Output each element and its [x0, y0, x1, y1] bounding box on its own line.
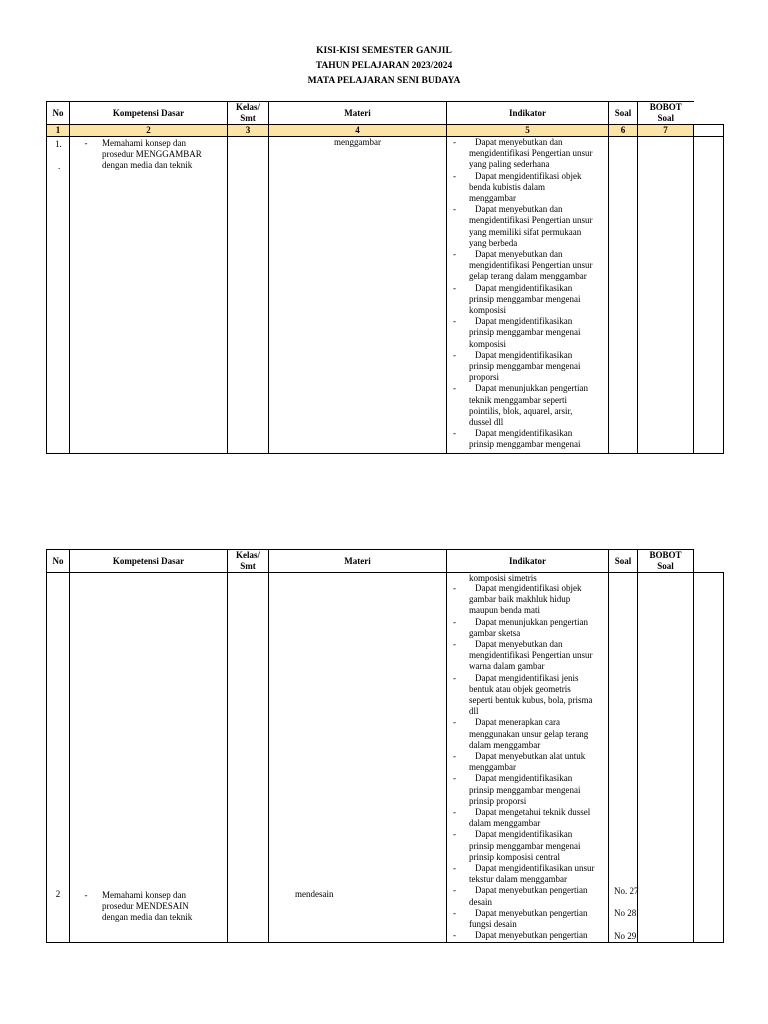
- indikator-line: dalam menggambar: [469, 818, 541, 829]
- indikator-line: yang berbeda: [469, 237, 518, 248]
- indikator-line: maupun benda mati: [469, 605, 540, 616]
- indikator-line: teknik menggambar seperti: [469, 394, 567, 405]
- indikator-line: Dapat mengidentifikasikan unsur: [475, 863, 595, 874]
- indikator-line: komposisi: [469, 338, 507, 349]
- indikator-text: [469, 204, 608, 249]
- indikator-item: [447, 428, 608, 450]
- indikator-text: [469, 773, 608, 807]
- bobot-cell: [638, 137, 694, 454]
- indikator-text: [469, 807, 608, 829]
- indikator-line: prinsip menggambar mengenai: [469, 293, 581, 304]
- indikator-item: [447, 137, 608, 171]
- indikator-item: [447, 283, 608, 317]
- indikator-text: [469, 908, 608, 930]
- indikator-item: [447, 807, 608, 829]
- indikator-line: Dapat menerapkan cara: [475, 717, 560, 728]
- col-no: No: [47, 102, 70, 125]
- indikator-line: yang memiliki sifat permukaan: [469, 226, 582, 237]
- indikator-line: mengidentifikasi Pengertian unsur: [469, 650, 593, 661]
- soal-cell: [609, 137, 638, 454]
- indikator-dash: -: [453, 349, 456, 360]
- indikator-dash: -: [453, 316, 456, 327]
- indikator-line: menggambar: [469, 762, 516, 773]
- col-bobot-soal-label: Soal: [657, 561, 674, 571]
- indikator-dash: -: [453, 249, 456, 260]
- indikator-item: [447, 717, 608, 751]
- table-header-row: [47, 550, 724, 573]
- col-kompetensi-dasar: Kompetensi Dasar: [70, 550, 228, 573]
- indikator-line: menggunakan unsur gelap terang: [469, 728, 589, 739]
- indikator-text: [469, 383, 608, 428]
- materi-text: menggambar: [334, 137, 381, 147]
- kompetensi-dasar-item: [70, 889, 227, 924]
- indikator-dash: -: [453, 428, 456, 439]
- indikator-line: Dapat menunjukkan pengertian: [475, 383, 588, 394]
- indikator-dash: -: [453, 807, 456, 818]
- bobot-cell: [638, 573, 694, 943]
- indikator-line: Dapat menyebutkan dan: [475, 137, 563, 147]
- indikator-item: [447, 617, 608, 639]
- kd-dash: -: [84, 890, 88, 900]
- kisi-table-page-2: [46, 549, 724, 943]
- indikator-item: [447, 930, 608, 941]
- indikator-dash: -: [453, 863, 456, 874]
- indikator-line: Dapat menyebutkan dan: [475, 204, 563, 215]
- indikator-line: desain: [469, 896, 492, 907]
- indikator-continuation: komposisi simetris: [469, 573, 537, 583]
- indikator-item: [447, 383, 608, 428]
- indikator-line: Dapat mengidentifikasikan: [475, 773, 573, 784]
- indikator-dash: -: [453, 383, 456, 394]
- indikator-item: [447, 249, 608, 283]
- indikator-line: dalam menggambar: [469, 739, 541, 750]
- col-no: No: [47, 550, 70, 573]
- indikator-line: Dapat mengidentifikasikan: [475, 829, 573, 840]
- page-2: [0, 540, 768, 960]
- col-smt-label: Smt: [240, 113, 256, 123]
- indikator-text: [469, 316, 608, 350]
- materi-text: mendesain: [295, 889, 334, 899]
- indikator-item: [447, 639, 608, 673]
- kd-line: dengan media dan teknik: [102, 912, 193, 923]
- kd-line: prosedur MENGGAMBAR: [102, 149, 202, 160]
- indikator-line: prinsip proporsi: [469, 795, 527, 806]
- indikator-dash: -: [453, 885, 456, 896]
- indikator-text: [469, 930, 608, 941]
- column-number: 6: [609, 125, 638, 137]
- indikator-item: [447, 204, 608, 249]
- indikator-dash: -: [453, 204, 456, 215]
- indikator-line: komposisi: [469, 305, 507, 316]
- indikator-line: Dapat mengidentifikasikan: [475, 428, 573, 439]
- col-soal: Soal: [609, 102, 638, 125]
- indikator-item: [447, 908, 608, 930]
- indikator-line: fungsi desain: [469, 919, 517, 930]
- indikator-line: tekstur dalam menggambar: [469, 874, 567, 885]
- col-smt-label: Smt: [240, 561, 256, 571]
- blank-cell: [694, 573, 724, 943]
- indikator-list: [447, 583, 608, 942]
- indikator-line: Dapat mengidentifikasi objek: [475, 583, 582, 593]
- col-blank-header: [694, 102, 724, 125]
- indikator-item: [447, 673, 608, 718]
- indikator-line: warna dalam gambar: [469, 661, 545, 672]
- indikator-line: Dapat mengidentifikasikan: [475, 282, 573, 293]
- indikator-item: [447, 863, 608, 885]
- indikator-dash: -: [453, 907, 456, 918]
- indikator-line: Dapat mengidentifikasikan: [475, 349, 573, 360]
- col-bobot-label: BOBOT: [649, 102, 682, 112]
- col-kelas-smt: [228, 102, 269, 125]
- indikator-text: [469, 829, 608, 863]
- indikator-dash: -: [453, 717, 456, 728]
- kompetensi-dasar-item: [70, 137, 227, 172]
- column-number: 1: [47, 125, 70, 137]
- title-line-1: KISI-KISI SEMESTER GANJIL: [316, 46, 452, 56]
- indikator-line: Dapat menyebutkan pengertian: [475, 930, 588, 941]
- indikator-text: [469, 617, 608, 639]
- col-bobot-label: BOBOT: [649, 550, 682, 560]
- col-bobot-soal-label: Soal: [657, 113, 674, 123]
- table-row: [47, 137, 724, 454]
- indikator-line: proporsi: [469, 372, 499, 383]
- soal-number: No 29: [614, 930, 637, 941]
- title-line-2: TAHUN PELAJARAN 2023/2024: [315, 61, 453, 71]
- kd-text: [102, 138, 202, 172]
- indikator-text: [469, 350, 608, 384]
- indikator-text: [469, 751, 608, 773]
- col-materi: Materi: [269, 102, 447, 125]
- col-blank-header: [694, 550, 724, 573]
- indikator-dash: -: [453, 751, 456, 762]
- indikator-line: prinsip menggambar mengenai: [469, 327, 581, 338]
- indikator-line: prinsip menggambar mengenai: [469, 361, 581, 372]
- indikator-list: [447, 137, 608, 451]
- title-line-3: MATA PELAJARAN SENI BUDAYA: [307, 76, 461, 86]
- indikator-line: Dapat menyebutkan alat untuk: [475, 751, 586, 762]
- materi-cell: [269, 573, 447, 943]
- indikator-dash: -: [453, 930, 456, 941]
- row-no-mark: .: [58, 161, 61, 171]
- indikator-dash: -: [453, 829, 456, 840]
- indikator-text: [469, 639, 608, 673]
- indikator-line: prinsip menggambar mengenai: [469, 784, 581, 795]
- indikator-line: Dapat menyebutkan pengertian: [475, 885, 588, 896]
- indikator-text: [469, 673, 608, 718]
- indikator-dash: -: [453, 170, 456, 181]
- indikator-line: Dapat menyebutkan pengertian: [475, 907, 588, 918]
- indikator-item: [447, 885, 608, 907]
- indikator-dash: -: [453, 773, 456, 784]
- soal-number: No 28: [614, 908, 637, 919]
- indikator-dash: -: [453, 672, 456, 683]
- indikator-text: [469, 249, 608, 283]
- document-title: [0, 44, 768, 89]
- indikator-text: [469, 171, 608, 205]
- indikator-line: mengidentifikasi Pengertian unsur: [469, 260, 593, 271]
- indikator-line: prinsip menggambar mengenai: [469, 840, 581, 851]
- indikator-text: [469, 283, 608, 317]
- indikator-line: seperti bentuk kubus, bola, prisma: [469, 695, 593, 706]
- indikator-line: Dapat menyebutkan dan: [475, 639, 563, 650]
- col-kelas-label: Kelas/: [236, 102, 260, 112]
- indikator-line: yang paling sederhana: [469, 159, 550, 170]
- column-number: 2: [70, 125, 228, 137]
- row-no-cell: [47, 573, 70, 943]
- col-bobot: [638, 550, 694, 573]
- indikator-item: [447, 773, 608, 807]
- page-1: [0, 0, 768, 470]
- indikator-dash: -: [453, 137, 456, 147]
- kompetensi-dasar-cell: [70, 137, 228, 454]
- indikator-line: gambar baik makhluk hidup: [469, 594, 571, 605]
- col-materi: Materi: [269, 550, 447, 573]
- table-header-row: [47, 102, 724, 125]
- indikator-dash: -: [453, 639, 456, 650]
- kd-dash: -: [84, 138, 88, 148]
- indikator-text: [469, 885, 608, 907]
- indikator-text: [469, 717, 608, 751]
- indikator-item: [447, 316, 608, 350]
- indikator-item: [447, 751, 608, 773]
- indikator-line: Dapat mengetahui teknik dussel: [475, 807, 591, 818]
- indikator-line: Dapat menunjukkan pengertian: [475, 616, 588, 627]
- indikator-line: Dapat mengidentifikasi objek: [475, 170, 582, 181]
- indikator-dash: -: [453, 583, 456, 593]
- kisi-table-page-1: [46, 101, 724, 454]
- kd-line: prosedur MENDESAIN: [102, 901, 189, 912]
- column-number: 4: [269, 125, 447, 137]
- indikator-line: Dapat menyebutkan dan: [475, 249, 563, 260]
- indikator-line: menggambar: [469, 193, 516, 204]
- indikator-line: dussel dll: [469, 417, 504, 428]
- column-number: 7: [638, 125, 694, 137]
- soal-number: No. 27: [614, 885, 639, 896]
- kelas-cell: [228, 573, 269, 943]
- blank-cell: [694, 137, 724, 454]
- indikator-item: [447, 171, 608, 205]
- indikator-item: [447, 350, 608, 384]
- col-kelas-smt: [228, 550, 269, 573]
- column-number-row: [47, 125, 724, 137]
- indikator-text: [469, 137, 608, 171]
- kd-text: [102, 890, 192, 924]
- indikator-cell: [447, 573, 609, 943]
- kelas-cell: [228, 137, 269, 454]
- row-no: 1.: [55, 139, 62, 149]
- column-number-blank: [694, 125, 724, 137]
- materi-cell: [269, 137, 447, 454]
- indikator-line: bentuk atau objek geometris: [469, 683, 571, 694]
- indikator-dash: -: [453, 282, 456, 293]
- col-kelas-label: Kelas/: [236, 550, 260, 560]
- indikator-line: prinsip komposisi central: [469, 851, 560, 862]
- indikator-line: benda kubistis dalam: [469, 181, 545, 192]
- indikator-dash: -: [453, 616, 456, 627]
- indikator-item: [447, 583, 608, 617]
- table-row: [47, 573, 724, 943]
- indikator-item: [447, 829, 608, 863]
- indikator-line: gambar sketsa: [469, 627, 521, 638]
- soal-cell: [609, 573, 638, 943]
- col-bobot: [638, 102, 694, 125]
- indikator-line: mengidentifikasi Pengertian unsur: [469, 215, 593, 226]
- indikator-text: [469, 428, 608, 450]
- indikator-line: mengidentifikasi Pengertian unsur: [469, 148, 593, 159]
- indikator-line: Dapat mengidentifikasi jenis: [475, 672, 579, 683]
- indikator-cell: [447, 137, 609, 454]
- indikator-line: Dapat mengidentifikasikan: [475, 316, 573, 327]
- indikator-line: dll: [469, 706, 479, 717]
- indikator-line: pointilis, blok, aquarel, arsir,: [469, 405, 573, 416]
- kd-line: Memahami konsep dan: [102, 890, 186, 900]
- col-soal: Soal: [609, 550, 638, 573]
- row-no: 2: [55, 889, 61, 899]
- column-number: 3: [228, 125, 269, 137]
- kd-line: Memahami konsep dan: [102, 138, 186, 148]
- row-no-cell: [47, 137, 70, 454]
- indikator-text: [469, 583, 608, 617]
- kompetensi-dasar-cell: [70, 573, 228, 943]
- col-kompetensi-dasar: Kompetensi Dasar: [70, 102, 228, 125]
- col-indikator: Indikator: [447, 102, 609, 125]
- indikator-line: prinsip menggambar mengenai: [469, 439, 581, 450]
- indikator-line: gelap terang dalam menggambar: [469, 271, 587, 282]
- indikator-text: [469, 863, 608, 885]
- column-number: 5: [447, 125, 609, 137]
- col-indikator: Indikator: [447, 550, 609, 573]
- kd-line: dengan media dan teknik: [102, 160, 193, 171]
